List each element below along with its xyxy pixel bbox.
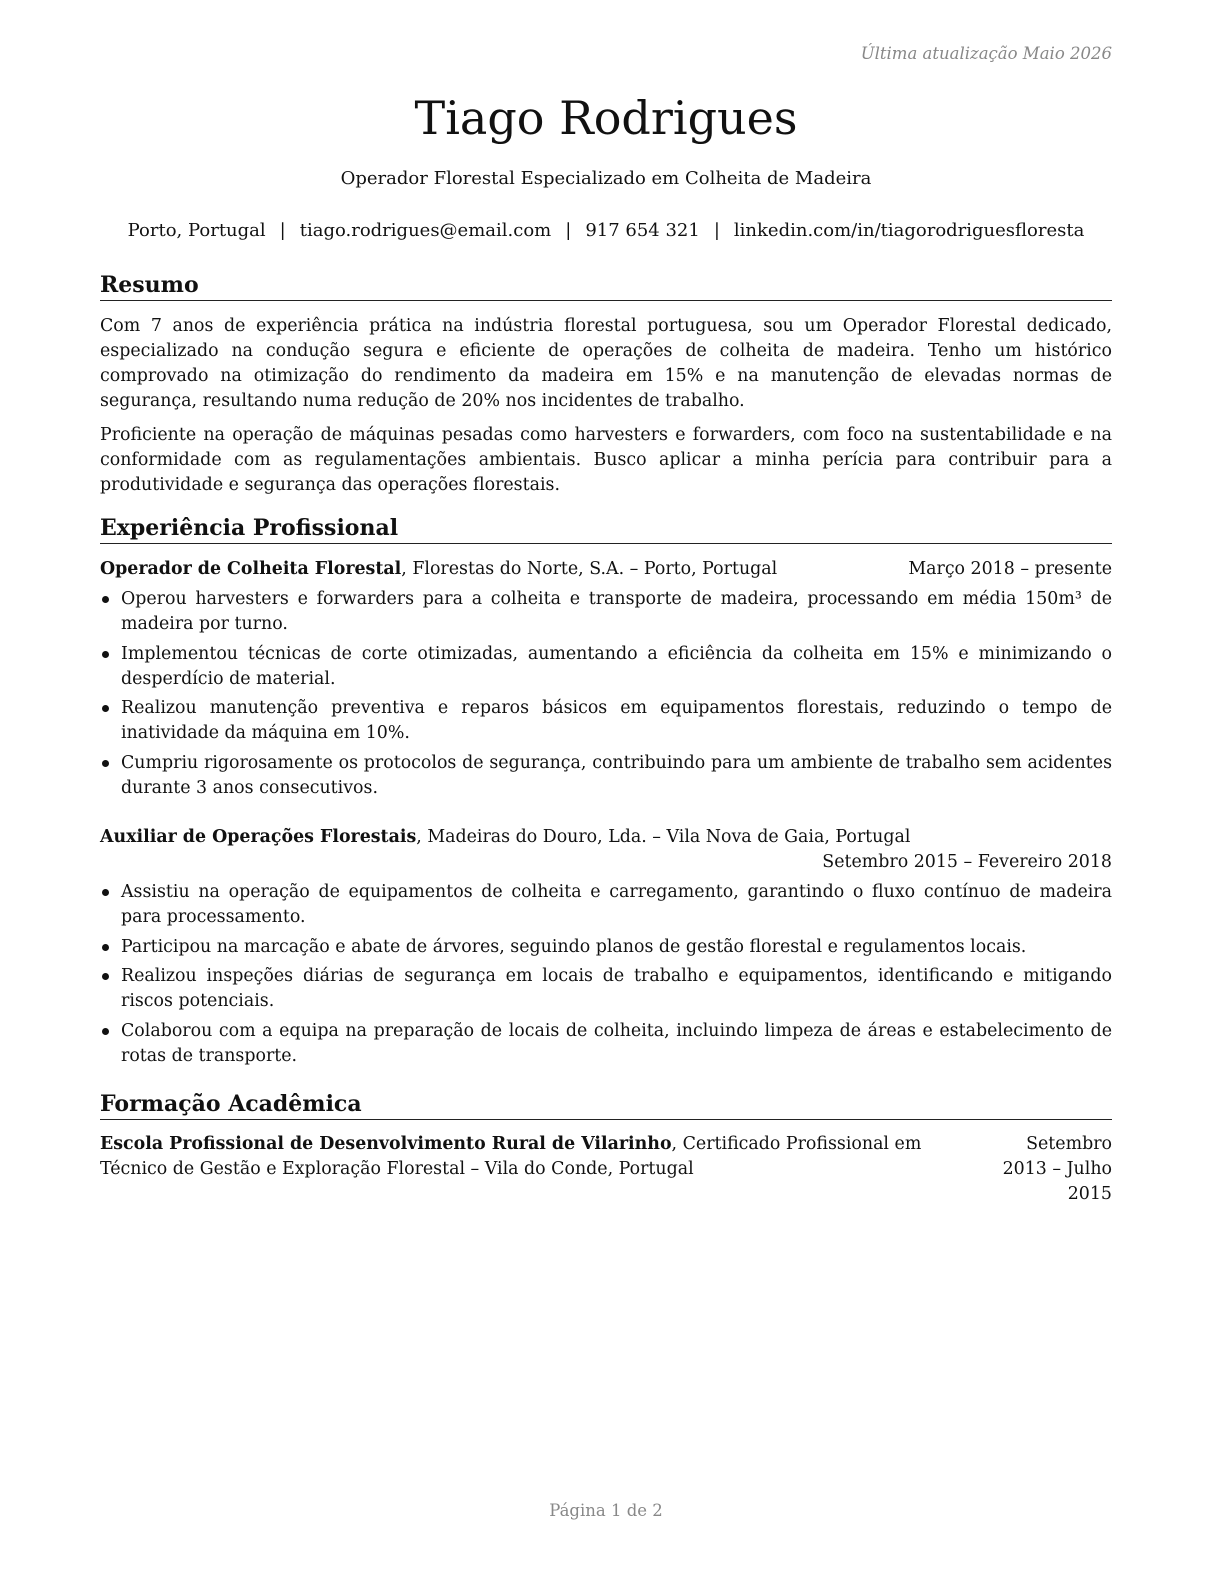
job-company: , Madeiras do Douro, Lda. – Vila Nova de Gaia, Portugal <box>416 827 911 847</box>
job-bullet <box>100 696 1112 746</box>
summary-paragraph-1: Com 7 anos de experiência prática na indústria florestal portuguesa, sou um Operador Florestal dedicado, especializado na condução segura e eficiente de operações de colheita de madeira. Tenho um histórico comprovado na otimização do rendimento da madeira em 15% e na manutenção de elevadas normas de segurança, resultando numa redução de 20% nos incidentes de trabalho. <box>100 316 1112 411</box>
job-bullet <box>100 935 1112 960</box>
bullet-icon <box>102 1028 109 1035</box>
contact-separator: | <box>713 220 720 241</box>
job-bullet-list <box>100 880 1112 1073</box>
job-bullet-text: Realizou manutenção preventiva e reparos básicos em equipamentos florestais, reduzindo o tempo de inatividade da máquina em 10%. <box>121 698 1112 743</box>
contact-phone: 917 654 321 <box>585 220 700 241</box>
candidate-name: Tiago Rodrigues <box>414 91 798 145</box>
contact-separator: | <box>565 220 572 241</box>
job-role: Auxiliar de Operações Florestais <box>100 827 417 847</box>
job-bullet <box>100 751 1112 801</box>
candidate-headline: Operador Florestal Especializado em Colheita de Madeira <box>340 168 872 189</box>
section-title-experience: Experiência Profissional <box>100 514 1112 544</box>
job-bullet-text: Operou harvesters e forwarders para a colheita e transporte de madeira, processando em média 150m³ de madeira por turno. <box>121 589 1112 634</box>
contact-email[interactable]: tiago.rodrigues@email.com <box>299 220 552 241</box>
section-title-education: Formação Acadêmica <box>100 1090 1112 1120</box>
bullet-icon <box>102 596 109 603</box>
contact-separator: | <box>279 220 286 241</box>
summary-paragraph-2: Proficiente na operação de máquinas pesadas como harvesters e forwarders, com foco na sustentabilidade e na conformidade com as regulamentações ambientais. Busco aplicar a minha perícia para contribuir para a produtividade e segurança das operações florestais. <box>100 425 1112 495</box>
job-bullet-text: Cumpriu rigorosamente os protocolos de segurança, contribuindo para um ambiente de trabalho sem acidentes durante 3 anos consecutivos. <box>121 752 1112 798</box>
bullet-icon <box>102 651 109 658</box>
contact-linkedin[interactable]: linkedin.com/in/tiagorodriguesfloresta <box>733 220 1085 241</box>
education-item <box>100 1132 1112 1204</box>
resume-page <box>100 0 1112 1584</box>
education-dates: Setembro 2013 – Julho 2015 <box>1002 1134 1112 1204</box>
job-company: , Florestas do Norte, S.A. – Porto, Portugal <box>401 559 778 579</box>
job-bullet <box>100 1019 1112 1069</box>
job-bullet <box>100 587 1112 637</box>
last-updated: Última atualização Maio 2026 <box>860 44 1112 63</box>
job-header <box>100 557 1112 582</box>
education-detail: , Certificado Profissional em Técnico de Gestão e Exploração Florestal – Vila do Conde, Portugal <box>100 1134 922 1179</box>
bullet-icon <box>102 973 109 980</box>
job-role: Operador de Colheita Florestal <box>100 559 402 579</box>
contact-location: Porto, Portugal <box>127 220 266 241</box>
contact-line <box>100 218 1112 244</box>
bullet-icon <box>102 889 109 896</box>
bullet-icon <box>102 944 109 951</box>
bullet-icon <box>102 760 109 767</box>
job-bullet-text: Implementou técnicas de corte otimizadas, aumentando a eficiência da colheita em 15% e minimizando o desperdício de material. <box>121 643 1112 689</box>
job-dates: Março 2018 – presente <box>908 559 1112 579</box>
job-bullet-text: Participou na marcação e abate de árvores, seguindo planos de gestão florestal e regulamentos locais. <box>121 936 1027 957</box>
job-bullet <box>100 642 1112 692</box>
job-bullet <box>100 880 1112 930</box>
education-school: Escola Profissional de Desenvolvimento Rural de Vilarinho <box>100 1134 672 1154</box>
job-header <box>100 825 1112 872</box>
page-number: Página 1 de 2 <box>549 1501 663 1520</box>
job-bullet-text: Realizou inspeções diárias de segurança em locais de trabalho e equipamentos, identificando e mitigando riscos potenciais. <box>121 966 1112 1011</box>
section-title-summary: Resumo <box>100 271 1112 301</box>
job-bullet-text: Assistiu na operação de equipamentos de colheita e carregamento, garantindo o fluxo contínuo de madeira para processamento. <box>121 882 1112 927</box>
job-bullet-text: Colaborou com a equipa na preparação de locais de colheita, incluindo limpeza de áreas e estabelecimento de rotas de transporte. <box>121 1020 1112 1066</box>
bullet-icon <box>102 705 109 712</box>
job-bullet-list <box>100 587 1112 805</box>
job-bullet <box>100 964 1112 1014</box>
job-dates: Setembro 2015 – Fevereiro 2018 <box>822 852 1112 872</box>
